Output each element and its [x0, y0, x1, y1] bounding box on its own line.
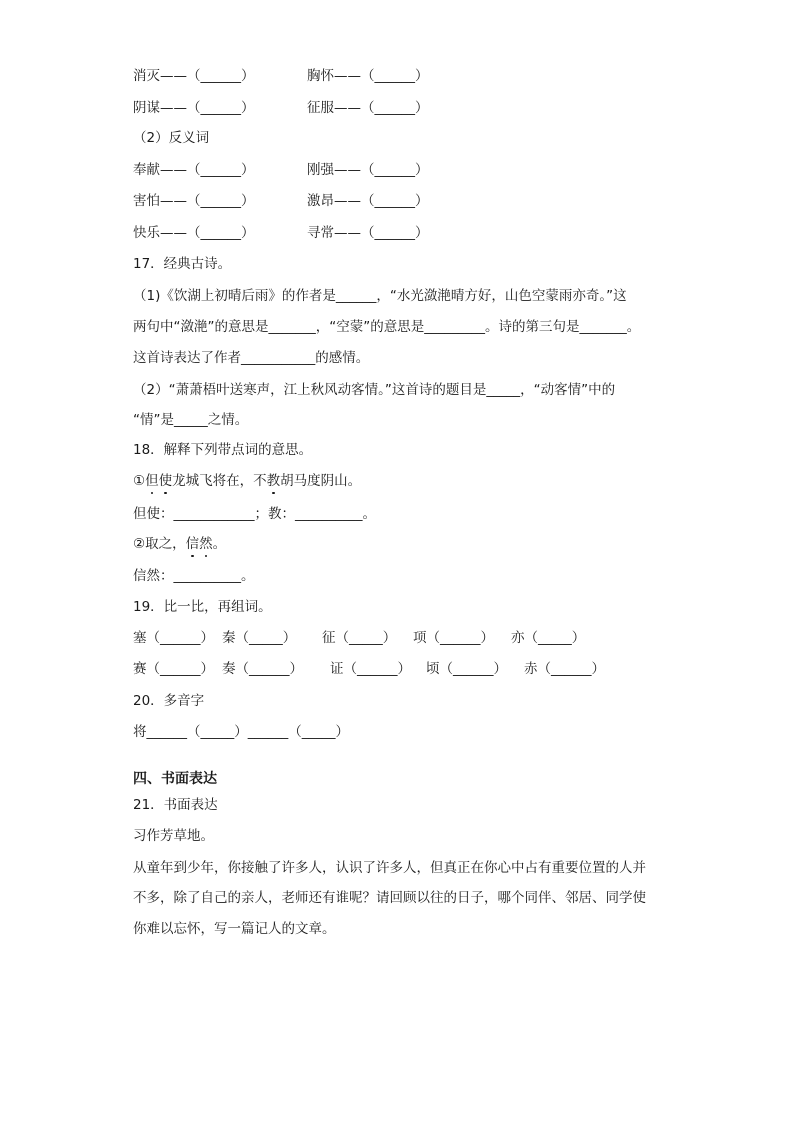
question-19-title: 19．比一比，再组词。: [133, 599, 272, 615]
dotted-char-dan: 但: [145, 473, 159, 489]
question-21-prompt: 习作芳草地。: [133, 828, 214, 844]
question-21-line1: 从童年到少年，你接触了许多人，认识了许多人，但真正在你心中占有重要位置的人并: [133, 860, 646, 876]
dotted-char-jiao: 教: [266, 473, 281, 489]
question-18-sentence1: [133, 472, 361, 490]
section-4-heading: 四、书面表达: [133, 771, 217, 787]
compare-item-zheng: 征（_____）: [322, 630, 397, 646]
sentence1-middle: 龙城飞将在，不: [172, 473, 267, 489]
question-17-part1-line3: 这首诗表达了作者___________的感情。: [133, 350, 370, 366]
compare-item-qing: 顷（______）: [426, 661, 507, 677]
dotted-char-shi: 使: [158, 473, 173, 489]
synonym-item-xiaomie: 消灭——（______）: [133, 68, 255, 84]
compare-item-sai: 塞（______）: [133, 630, 214, 646]
compare-item-qin: 秦（_____）: [222, 630, 297, 646]
antonym-item-haipa: 害怕——（______）: [133, 193, 255, 209]
compare-item-yi: 亦（_____）: [511, 630, 586, 646]
synonym-item-yinmou: 阴谋——（______）: [133, 100, 255, 116]
question-18-sentence2: [133, 535, 226, 553]
question-17-part2-line1: （2）“萧萧梧叶送寒声，江上秋风动客情。”这首诗的题目是_____，“动客情”中的: [133, 382, 616, 398]
sentence1-end: 胡马度阴山。: [280, 473, 362, 489]
antonym-item-kuaile: 快乐——（______）: [133, 225, 255, 241]
synonym-item-xionghuai: 胸怀——（______）: [307, 68, 429, 84]
question-17-part2-line2: “情”是_____之情。: [133, 412, 249, 428]
antonym-item-gangqiang: 刚强——（______）: [307, 162, 429, 178]
question-20-title: 20．多音字: [133, 693, 205, 709]
compare-item-sai2: 赛（______）: [133, 661, 214, 677]
question-21-line2: 不多，除了自己的亲人，老师还有谁呢？请回顾以往的日子，哪个同伴、邻居、同学使: [133, 890, 646, 906]
sentence2-end: 。: [212, 536, 227, 552]
question-17-part1-line1: （1)《饮湖上初晴后雨》的作者是______，“水光潋滟晴方好，山色空蒙雨亦奇。”这: [133, 288, 627, 304]
sentence2-prefix: ②取之，: [133, 536, 186, 552]
antonym-label: （2）反义词: [133, 130, 210, 146]
compare-item-xiang: 项（______）: [413, 630, 494, 646]
dotted-char-xin: 信: [185, 536, 200, 552]
antonym-item-ji-ang: 激昂——（______）: [307, 193, 429, 209]
compare-item-zou: 奏（______）: [222, 661, 303, 677]
question-18-answer1: 但使：____________；教：__________。: [133, 506, 376, 522]
question-17-part1-line2: 两句中“潋滟”的意思是_______，“空蒙”的意思是_________。诗的第三句是_______。: [133, 319, 641, 335]
compare-item-chi: 赤（______）: [524, 661, 605, 677]
question-18-title: 18．解释下列带点词的意思。: [133, 442, 313, 458]
question-20-line: 将______（_____）______（_____）: [133, 724, 349, 740]
antonym-item-fengxian: 奉献——（______）: [133, 162, 255, 178]
dotted-char-ran: 然: [199, 536, 213, 552]
sentence1-number: ①: [133, 473, 146, 489]
antonym-item-xunchang: 寻常——（______）: [307, 225, 429, 241]
compare-item-zheng2: 证（______）: [330, 661, 411, 677]
question-17-title: 17．经典古诗。: [133, 256, 232, 272]
question-18-answer2: 信然：__________。: [133, 568, 255, 584]
synonym-item-zhengfu: 征服——（______）: [307, 100, 429, 116]
question-21-title: 21．书面表达: [133, 797, 218, 813]
question-21-line3: 你难以忘怀，写一篇记人的文章。: [133, 921, 336, 937]
